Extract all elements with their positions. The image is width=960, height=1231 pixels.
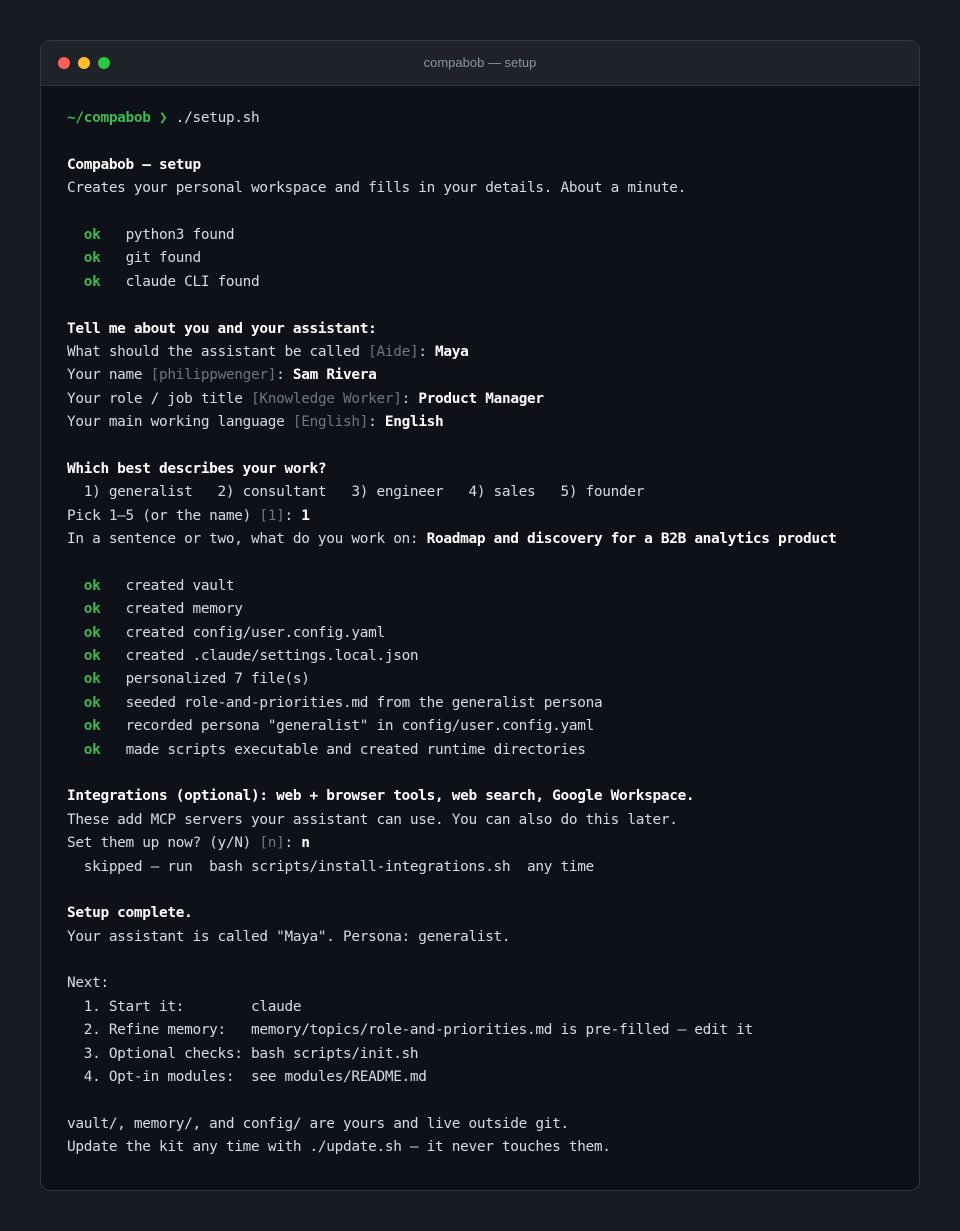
next-heading: Next: (67, 975, 109, 992)
created-line: ok created config/user.config.yaml (83, 624, 385, 641)
ok-status: ok (83, 647, 101, 664)
terminal-output[interactable] (41, 86, 919, 1160)
terminal-window (40, 40, 920, 1191)
question-line: Your role / job title [Knowledge Worker]: Product Manager (67, 390, 544, 407)
ok-status: ok (83, 226, 101, 243)
created-line: ok created memory (83, 601, 243, 618)
command-line (67, 107, 893, 130)
created-line: ok made scripts executable and created runtime directories (83, 741, 586, 758)
setup-subtitle: Creates your personal workspace and fills in your details. About a minute. (67, 180, 686, 197)
setup-title: Compabob — setup (67, 156, 201, 173)
pick-line: Pick 1–5 (or the name) [1]: 1 (67, 507, 310, 524)
ok-status: ok (83, 250, 101, 267)
ok-status: ok (83, 273, 101, 290)
ok-status: ok (83, 741, 101, 758)
integrations-prompt: Set them up now? (y/N) [n]: n (67, 835, 310, 852)
footer-line: vault/, memory/, and config/ are yours and live outside git. (67, 1115, 569, 1132)
created-line: ok created vault (83, 577, 235, 594)
answer: English (384, 414, 444, 431)
work-heading: Which best describes your work? (67, 460, 327, 477)
command-text: ./setup.sh (175, 110, 260, 126)
answer: n (301, 835, 310, 852)
next-step: 3. Optional checks: bash scripts/init.sh (67, 1045, 419, 1062)
check-line: ok git found (83, 250, 201, 267)
complete-summary: Your assistant is called "Maya". Persona: generalist. (67, 928, 511, 945)
answer: Roadmap and discovery for a B2B analytics product (426, 531, 837, 548)
answer: Maya (435, 343, 469, 360)
about-heading: Tell me about you and your assistant: (67, 320, 377, 337)
next-step: 1. Start it: claude (67, 998, 302, 1015)
ok-status: ok (83, 718, 101, 735)
created-line: ok personalized 7 file(s) (83, 671, 310, 688)
title-bar (41, 41, 919, 86)
next-step: 4. Opt-in modules: see modules/README.md (67, 1069, 427, 1086)
ok-status: ok (83, 577, 101, 594)
ok-status: ok (83, 601, 101, 618)
prompt-path: ~/compabob (67, 110, 151, 126)
created-line: ok seeded role-and-priorities.md from the generalist persona (83, 694, 603, 711)
check-line: ok python3 found (83, 226, 235, 243)
answer: Product Manager (418, 390, 544, 407)
window-title: compabob — setup (423, 55, 537, 70)
integrations-desc: These add MCP servers your assistant can use. You can also do this later. (67, 811, 678, 828)
check-line: ok claude CLI found (83, 273, 260, 290)
footer-line: Update the kit any time with ./update.sh — it never touches them. (67, 1139, 611, 1156)
sentence-line: In a sentence or two, what do you work on: Roadmap and discovery for a B2B analytics product (67, 531, 837, 548)
next-step: 2. Refine memory: memory/topics/role-and-priorities.md is pre-filled — edit it (67, 1022, 753, 1039)
answer: Sam Rivera (292, 367, 377, 384)
prompt-symbol: ❯ (159, 110, 168, 126)
integrations-heading: Integrations (optional): web + browser tools, web search, Google Workspace. (67, 788, 695, 805)
work-options: 1) generalist 2) consultant 3) engineer 4) sales 5) founder (67, 484, 645, 501)
complete-heading: Setup complete. (67, 905, 193, 922)
created-line: ok created .claude/settings.local.json (83, 647, 419, 664)
answer: 1 (301, 507, 310, 524)
integrations-skipped: skipped — run bash scripts/install-integrations.sh any time (67, 858, 594, 875)
ok-status: ok (83, 624, 101, 641)
question-line: What should the assistant be called [Aide]: Maya (67, 343, 469, 360)
created-line: ok recorded persona "generalist" in config/user.config.yaml (83, 718, 594, 735)
ok-status: ok (83, 671, 101, 688)
ok-status: ok (83, 694, 101, 711)
question-line: Your main working language [English]: English (67, 414, 444, 431)
question-line: Your name [philippwenger]: Sam Rivera (67, 367, 377, 384)
